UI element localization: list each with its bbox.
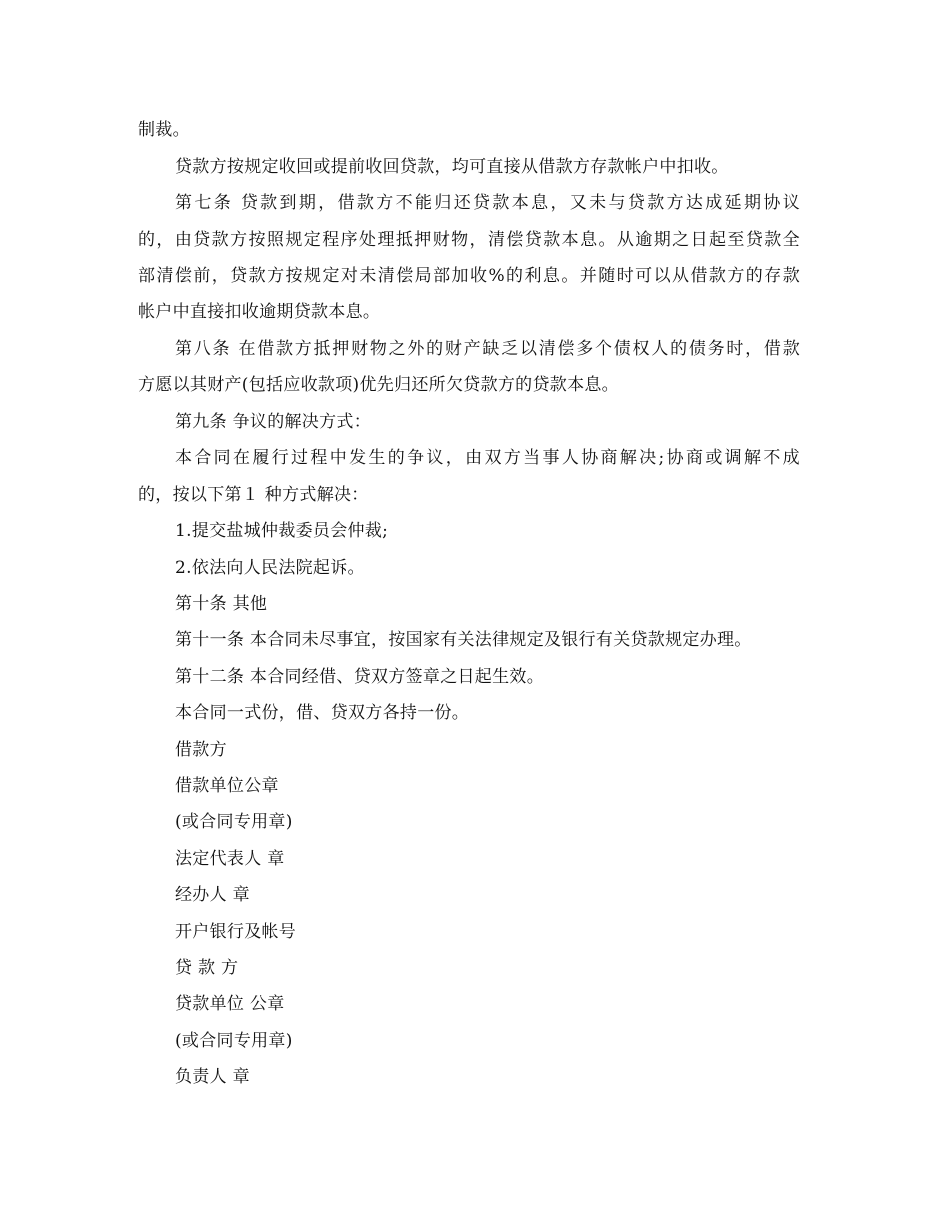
text-line: 贷款方按规定收回或提前收回贷款，均可直接从借款方存款帐户中扣收。 <box>175 157 729 177</box>
text-line: 制裁。 <box>138 120 190 140</box>
text-line: 第七条 贷款到期，借款方不能归还贷款本息，又未与贷款方达成延期协议 <box>175 193 800 213</box>
text-line: 第十一条 本合同未尽事宜，按国家有关法律规定及银行有关贷款规定办理。 <box>175 630 752 650</box>
text-line: 开户银行及帐号 <box>175 922 297 942</box>
text-line: 法定代表人 章 <box>175 849 285 869</box>
text-line: 方愿以其财产(包括应收款项)优先归还所欠贷款方的贷款本息。 <box>138 375 619 395</box>
text-line: 借款方 <box>175 740 227 760</box>
text-line: 帐户中直接扣收逾期贷款本息。 <box>138 302 381 322</box>
text-line: 借款单位公章 <box>175 776 279 796</box>
text-line: 本合同一式份，借、贷双方各持一份。 <box>175 703 470 723</box>
text-line: 第九条 争议的解决方式： <box>175 412 372 432</box>
text-line: 2.依法向人民法院起诉。 <box>175 558 365 578</box>
text-line: 贷款单位 公章 <box>175 994 285 1014</box>
text-line: (或合同专用章) <box>175 812 293 832</box>
text-line: 经办人 章 <box>175 885 250 905</box>
text-line: 本合同在履行过程中发生的争议，由双方当事人协商解决;协商或调解不成 <box>175 448 800 468</box>
text-line: 贷 款 方 <box>175 958 239 978</box>
text-line: 部清偿前，贷款方按规定对未清偿局部加收%的利息。并随时可以从借款方的存款 <box>138 266 800 286</box>
text-line: 第十二条 本合同经借、贷双方签章之日起生效。 <box>175 667 545 687</box>
text-line: 负责人 章 <box>175 1067 250 1087</box>
text-line: 第八条 在借款方抵押财物之外的财产缺乏以清偿多个债权人的债务时，借款 <box>175 339 800 359</box>
text-line: 的，由贷款方按照规定程序处理抵押财物，清偿贷款本息。从逾期之日起至贷款全 <box>138 230 800 250</box>
text-line: 的，按以下第１ 种方式解决： <box>138 485 369 505</box>
text-line: 1.提交盐城仲裁委员会仲裁; <box>175 521 389 541</box>
text-line: (或合同专用章) <box>175 1031 293 1051</box>
text-line: 第十条 其他 <box>175 594 268 614</box>
